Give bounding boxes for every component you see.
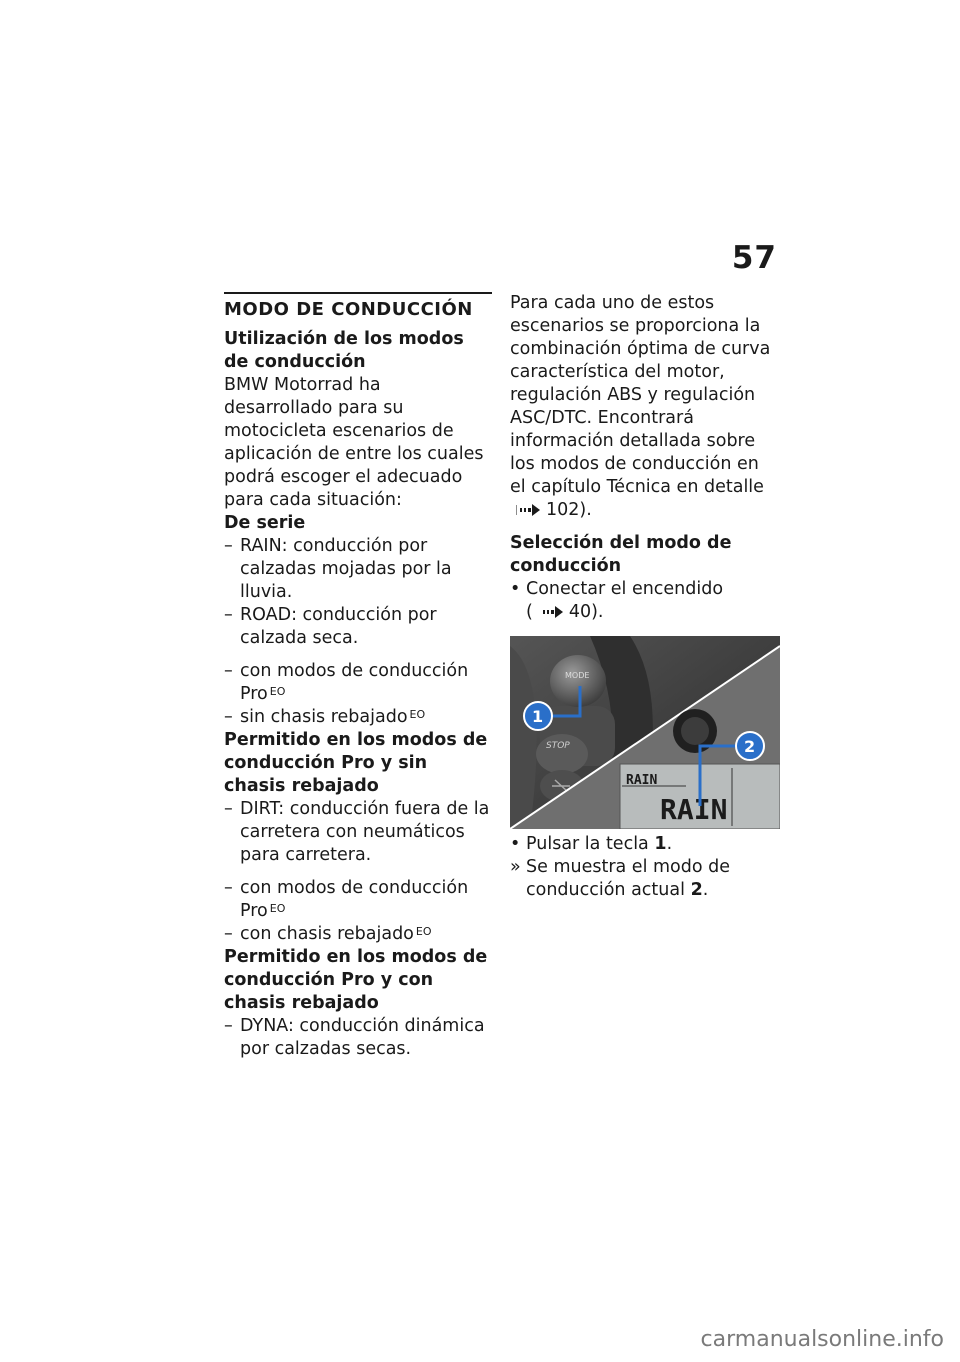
subhead-selection: Selección del modo de conducción bbox=[510, 533, 732, 576]
list-item-rain: – RAIN: conducción por calzadas mojadas por la lluvia. bbox=[224, 536, 452, 602]
page-number: 57 bbox=[731, 240, 777, 276]
watermark: carmanualsonline.info bbox=[700, 1327, 944, 1352]
condition-no-lowered-chassis: – sin chasis rebajado $^{EO}$ bbox=[224, 707, 426, 727]
step-press-key: • Pulsar la tecla 1. bbox=[510, 834, 673, 854]
eo-superscript: EO bbox=[415, 925, 432, 938]
page-reference[interactable]: 40). bbox=[568, 602, 604, 622]
handlebar-mode-button-figure bbox=[510, 636, 780, 829]
section-rule bbox=[224, 292, 492, 322]
svg-text:2: 2 bbox=[744, 737, 756, 756]
condition-pro-modes: – con modos de conducción Pro $^{EO}$ bbox=[224, 661, 469, 704]
list-item-road: – ROAD: conducción por calzada seca. bbox=[224, 605, 437, 648]
intro-paragraph: BMW Motorrad ha desarrollado para su motocicleta escenarios de aplicación de entre los cuales podrá escoger el adecuado para cada situación: bbox=[224, 375, 484, 510]
eo-superscript: EO bbox=[269, 902, 286, 915]
group-pro-lowered-heading: Permitido en los modos de conducción Pro y con chasis rebajado bbox=[224, 947, 488, 1013]
group-pro-no-lowered-heading: Permitido en los modos de conducción Pro y sin chasis rebajado bbox=[224, 730, 488, 796]
section-title: MODO DE CONDUCCIÓN bbox=[224, 299, 473, 320]
mode-button bbox=[550, 655, 606, 707]
subhead-usage: Utilización de los modos de conducción bbox=[224, 329, 464, 372]
figure-illustration bbox=[510, 636, 780, 829]
svg-text:STOP: STOP bbox=[546, 741, 570, 751]
eo-superscript: EO bbox=[409, 708, 426, 721]
group-standard-heading: De serie bbox=[224, 513, 306, 533]
condition-pro-modes: – con modos de conducción Pro $^{EO}$ bbox=[224, 878, 469, 921]
result-display-mode: » Se muestra el modo de conducción actual 2. bbox=[510, 857, 731, 900]
page-reference[interactable]: 102). bbox=[546, 500, 592, 520]
stop-button bbox=[536, 734, 588, 774]
svg-text:RAIN: RAIN bbox=[626, 773, 658, 788]
svg-text:1: 1 bbox=[532, 707, 544, 726]
list-item-dirt: – DIRT: conducción fuera de la carretera con neumáticos para carretera. bbox=[224, 799, 490, 865]
step-ignition: • Conectar el encendido ( 40). bbox=[510, 579, 724, 622]
list-item-dyna: – DYNA: conducción dinámica por calzadas secas. bbox=[224, 1016, 485, 1059]
page-reference-arrow-icon bbox=[539, 606, 565, 618]
svg-text:RAIN: RAIN bbox=[660, 793, 728, 826]
svg-text:MODE: MODE bbox=[565, 671, 590, 680]
page-reference-arrow-icon bbox=[516, 504, 542, 516]
left-column bbox=[224, 292, 492, 1061]
eo-superscript: EO bbox=[269, 685, 286, 698]
condition-lowered-chassis: – con chasis rebajado $^{EO}$ bbox=[224, 924, 432, 944]
right-column bbox=[510, 292, 778, 902]
scenarios-paragraph: Para cada uno de estos escenarios se proporciona la combinación óptima de curva característica del motor, regulación ABS y regulación ASC/DTC. Encontrará información detallada sobre los modos de conducción en el capítulo Técnica en detalle102). bbox=[510, 293, 771, 520]
